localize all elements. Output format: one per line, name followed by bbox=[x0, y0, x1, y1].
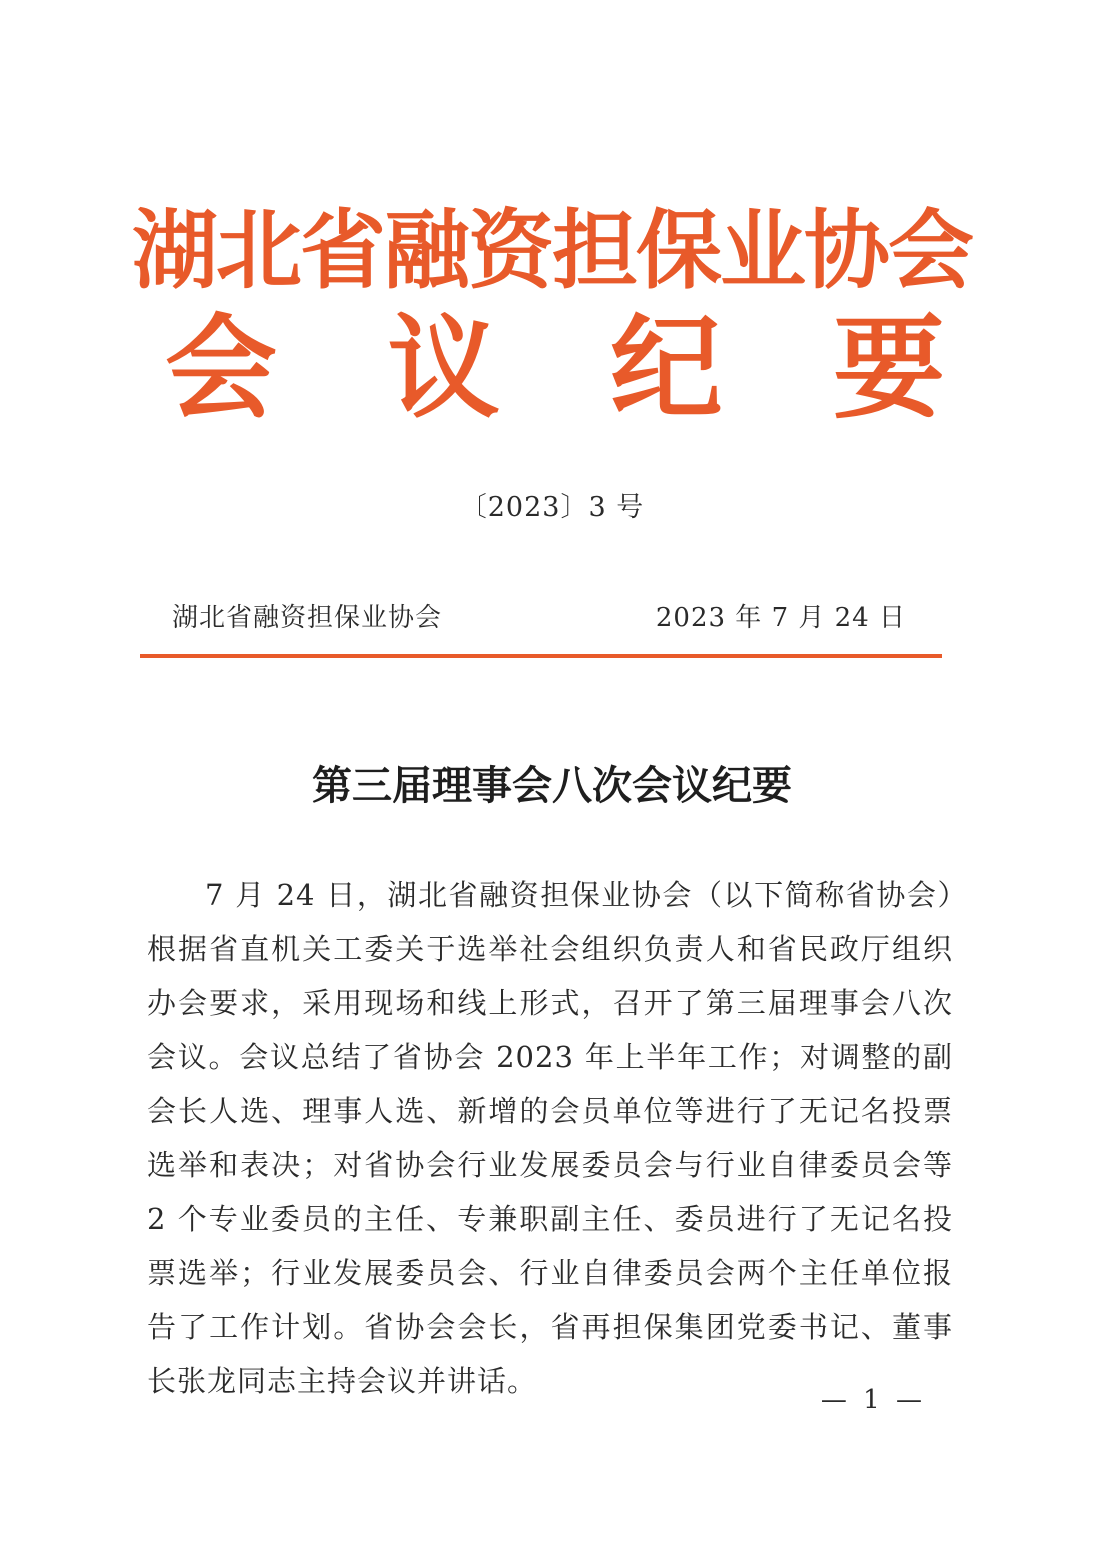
body-paragraph: 7 月 24 日，湖北省融资担保业协会（以下简称省协会）根据省直机关工委关于选举社会组织负责人和省民政厅组织办会要求，采用现场和线上形式，召开了第三届理事会八次会议。会议总结了省协会 2023 年上半年工作；对调整的副会长人选、理事人选、新增的会员单位等进行了无记名投票选举和表决；对省协会行业发展委员会与行业自律委员会等 2 个专业委员的主任、专兼职副主任、委员进行了无记名投票选举；行业发展委员会、行业自律委员会两个主任单位报告了工作计划。省协会会长，省再担保集团党委书记、董事长张龙同志主持会议并讲话。 bbox=[147, 878, 953, 1398]
subtitle-char: 会 bbox=[165, 304, 277, 434]
subtitle-char: 要 bbox=[832, 304, 945, 434]
header-subtitle bbox=[165, 304, 945, 434]
issue-date: 2023 年 7 月 24 日 bbox=[655, 603, 906, 633]
org-header-title: 湖北省融资担保业协会 bbox=[132, 201, 972, 301]
subtitle-char: 纪 bbox=[610, 304, 723, 434]
document-number: 〔2023〕3 号 bbox=[459, 492, 645, 523]
subtitle-char: 议 bbox=[387, 304, 500, 434]
page-number: — 1 — bbox=[820, 1385, 926, 1415]
issuer-name: 湖北省融资担保业协会 bbox=[172, 603, 443, 633]
document-title: 第三届理事会八次会议纪要 bbox=[312, 763, 792, 809]
header-divider bbox=[140, 654, 942, 658]
